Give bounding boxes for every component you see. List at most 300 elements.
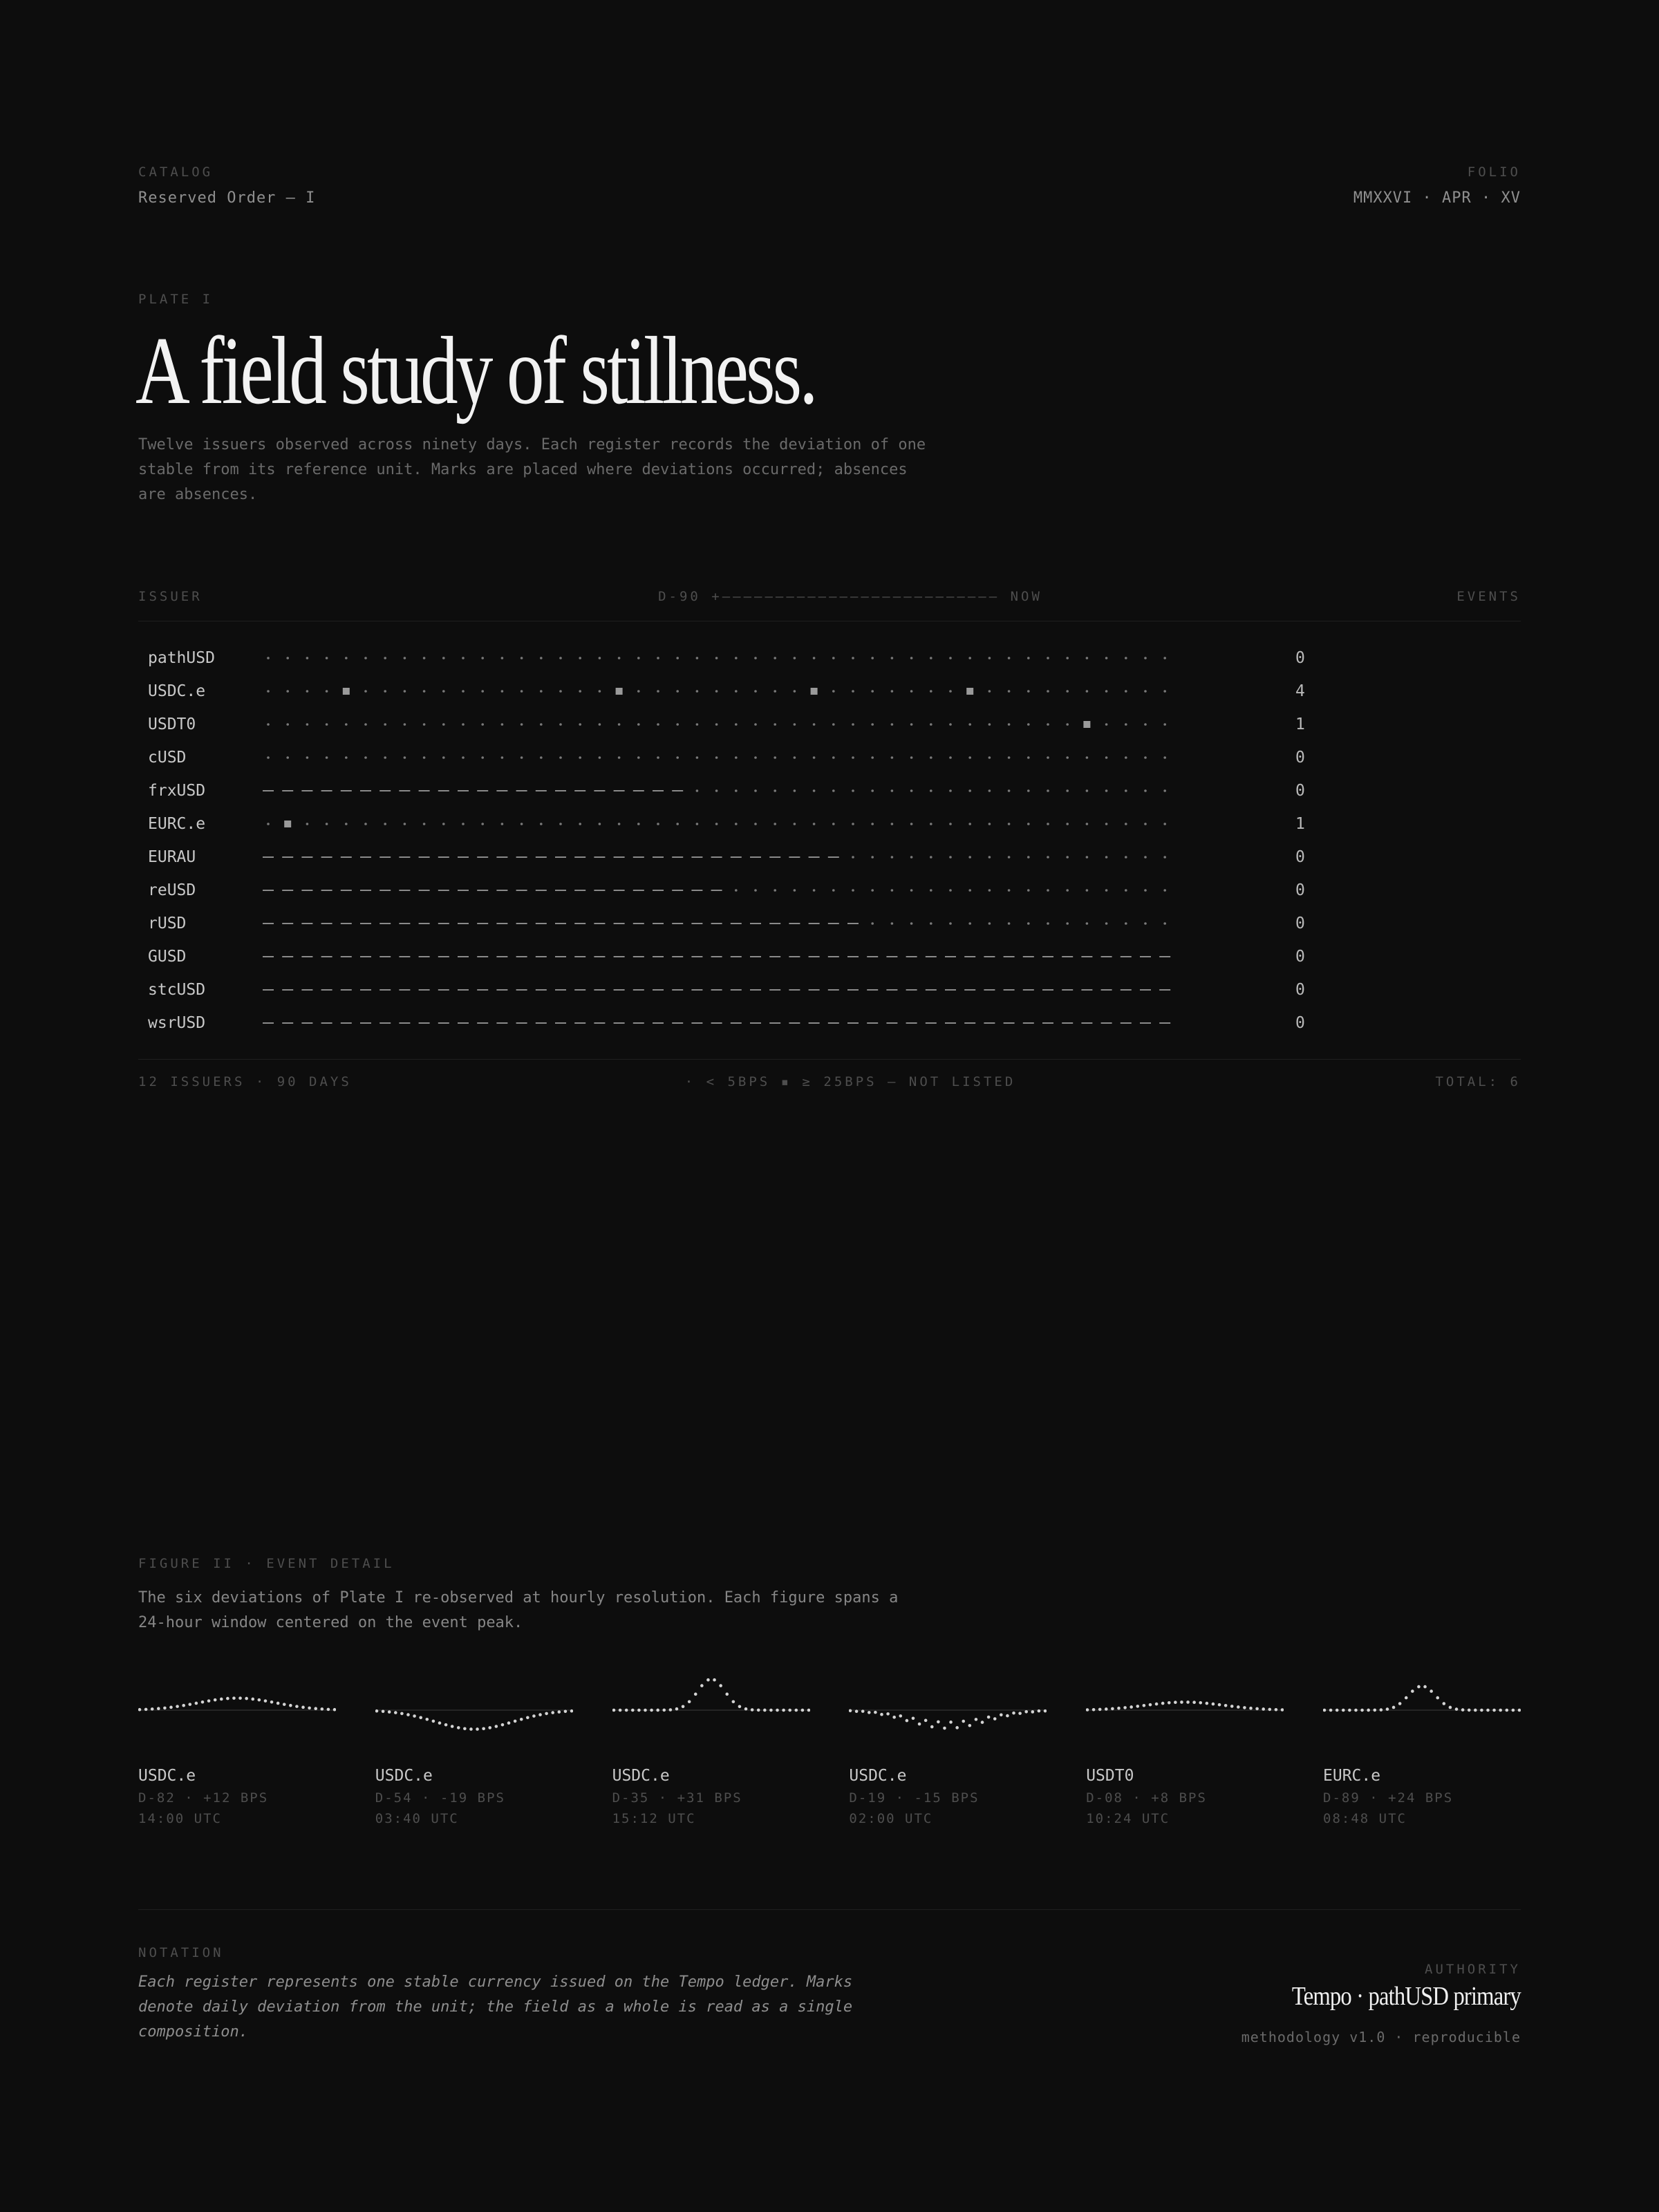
quiet-mark [1163, 856, 1166, 859]
quiet-mark [754, 756, 757, 759]
unlisted-mark [614, 1022, 625, 1024]
hourly-point [1256, 1707, 1259, 1711]
unlisted-mark [282, 989, 293, 991]
unlisted-mark [419, 923, 430, 924]
figure-description: The six deviations of Plate I re-observed at hourly resolution. Each figure spans a 24-hour window centered on the event peak. [138, 1589, 899, 1631]
unlisted-mark [594, 1022, 605, 1024]
unlisted-mark [555, 923, 566, 924]
unlisted-mark [574, 790, 585, 791]
unlisted-mark [809, 1022, 820, 1024]
unlisted-mark [496, 856, 507, 858]
quiet-mark [715, 723, 718, 726]
quiet-mark [988, 823, 991, 825]
event-count: 0 [1295, 948, 1305, 966]
quiet-mark [949, 723, 952, 726]
unlisted-mark [263, 923, 274, 924]
unlisted-mark [458, 856, 469, 858]
quiet-mark [794, 789, 796, 792]
hourly-point [238, 1696, 242, 1700]
quiet-mark [501, 823, 504, 825]
hourly-point [956, 1726, 959, 1730]
hourly-point [1186, 1700, 1190, 1704]
quiet-mark [930, 756, 932, 759]
hourly-point [1443, 1702, 1446, 1705]
quiet-mark [540, 756, 543, 759]
issuer-name: wsrUSD [148, 1014, 206, 1032]
unlisted-mark [653, 923, 664, 924]
unlisted-mark [516, 1022, 527, 1024]
unlisted-mark [1140, 956, 1151, 957]
unlisted-mark [536, 1022, 547, 1024]
quiet-mark [1144, 756, 1147, 759]
quiet-mark [852, 756, 854, 759]
unlisted-mark [633, 856, 644, 858]
unlisted-mark [341, 856, 352, 858]
unlisted-mark [458, 790, 469, 791]
unlisted-mark [263, 856, 274, 858]
hourly-point [444, 1723, 448, 1727]
quiet-mark [949, 889, 952, 892]
register-track [261, 807, 1188, 841]
quiet-mark [1163, 657, 1166, 659]
quiet-mark [735, 889, 738, 892]
unlisted-mark [360, 856, 371, 858]
quiet-mark [1008, 690, 1011, 693]
unlisted-mark [477, 856, 488, 858]
unlisted-mark [438, 923, 449, 924]
unlisted-mark [906, 1022, 917, 1024]
unlisted-mark [341, 923, 352, 924]
hourly-point [738, 1705, 741, 1708]
quiet-mark [813, 823, 816, 825]
hourly-point [406, 1713, 410, 1716]
hourly-point [706, 1678, 710, 1682]
hourly-point [656, 1709, 659, 1712]
quiet-mark [404, 723, 406, 726]
quiet-mark [774, 723, 776, 726]
hourly-point [1518, 1709, 1521, 1712]
hourly-point [1405, 1696, 1408, 1700]
quiet-mark [326, 690, 328, 693]
quiet-mark [1086, 756, 1089, 759]
hourly-point [382, 1709, 385, 1713]
quiet-mark [988, 756, 991, 759]
quiet-mark [423, 756, 426, 759]
hourly-point [962, 1720, 966, 1723]
unlisted-mark [301, 923, 312, 924]
unlisted-mark [321, 790, 332, 791]
deviation-mark [811, 688, 818, 695]
quiet-mark [871, 789, 874, 792]
unlisted-mark [536, 890, 547, 891]
unlisted-mark [496, 1022, 507, 1024]
notation-divider [138, 1909, 1521, 1910]
quiet-mark [462, 823, 465, 825]
unlisted-mark [711, 923, 722, 924]
quiet-mark [637, 823, 640, 825]
authority-label: AUTHORITY [1425, 1962, 1521, 1977]
quiet-mark [774, 823, 776, 825]
quiet-mark [910, 889, 913, 892]
unlisted-mark [847, 923, 859, 924]
authority-name: Tempo · pathUSD primary [1292, 1982, 1521, 2011]
unlisted-mark [653, 890, 664, 891]
unlisted-mark [984, 1022, 995, 1024]
issuer-count: 12 ISSUERS · 90 DAYS [138, 1074, 352, 1089]
quiet-mark [891, 690, 894, 693]
unlisted-mark [847, 956, 859, 957]
unlisted-mark [458, 989, 469, 991]
unlisted-mark [1023, 956, 1034, 957]
event-sparkline [138, 1652, 336, 1756]
quiet-mark [423, 690, 426, 693]
unlisted-mark [653, 1022, 664, 1024]
unlisted-mark [769, 1022, 780, 1024]
event-card [612, 1652, 810, 1832]
hourly-point [1430, 1689, 1433, 1693]
quiet-mark [852, 789, 854, 792]
unlisted-mark [282, 890, 293, 891]
quiet-mark [1144, 856, 1147, 859]
quiet-mark [794, 723, 796, 726]
unlisted-mark [282, 790, 293, 791]
hourly-point [1461, 1708, 1465, 1712]
unlisted-mark [536, 956, 547, 957]
unlisted-mark [555, 856, 566, 858]
unlisted-mark [672, 989, 683, 991]
hourly-point [1342, 1709, 1345, 1712]
register-row [138, 708, 1521, 741]
unlisted-mark [711, 856, 722, 858]
unlisted-mark [438, 890, 449, 891]
hourly-point [782, 1709, 785, 1712]
hourly-point [1262, 1707, 1266, 1711]
issuer-name: frxUSD [148, 782, 206, 800]
quiet-mark [481, 690, 484, 693]
unlisted-mark [379, 890, 391, 891]
hourly-point [163, 1707, 167, 1710]
unlisted-mark [301, 1022, 312, 1024]
unlisted-mark [926, 989, 937, 991]
unlisted-mark [516, 790, 527, 791]
quiet-mark [754, 823, 757, 825]
quiet-mark [364, 657, 367, 659]
unlisted-mark [1081, 1022, 1092, 1024]
quiet-mark [988, 789, 991, 792]
unlisted-mark [1004, 989, 1015, 991]
quiet-mark [715, 690, 718, 693]
quiet-mark [1008, 657, 1011, 659]
unlisted-mark [769, 989, 780, 991]
quiet-mark [735, 823, 738, 825]
quiet-mark [579, 657, 581, 659]
quiet-mark [306, 723, 309, 726]
event-card [1086, 1652, 1284, 1832]
hourly-point [1193, 1700, 1197, 1704]
event-meta: D-82 · +12 BPS [138, 1790, 269, 1806]
unlisted-mark [555, 989, 566, 991]
hourly-point [1168, 1701, 1171, 1705]
hourly-point [157, 1707, 160, 1710]
unlisted-mark [1121, 989, 1132, 991]
hourly-point [1098, 1708, 1102, 1712]
unlisted-mark [828, 1022, 839, 1024]
quiet-mark [754, 723, 757, 726]
unlisted-mark [614, 923, 625, 924]
quiet-mark [657, 756, 659, 759]
hourly-point [1373, 1709, 1376, 1712]
unlisted-mark [1023, 989, 1034, 991]
hourly-point [283, 1703, 286, 1706]
quiet-mark [1125, 723, 1127, 726]
quiet-mark [871, 889, 874, 892]
hourly-point [1092, 1708, 1096, 1712]
unlisted-mark [555, 956, 566, 957]
hourly-point [918, 1723, 921, 1726]
quiet-mark [774, 657, 776, 659]
quiet-mark [871, 657, 874, 659]
unlisted-mark [496, 989, 507, 991]
unlisted-mark [653, 956, 664, 957]
deviation-mark [1083, 721, 1090, 728]
quiet-mark [267, 690, 270, 693]
quiet-mark [326, 723, 328, 726]
hourly-point [681, 1705, 684, 1708]
quiet-mark [345, 723, 348, 726]
hourly-point [1512, 1709, 1515, 1712]
quiet-mark [521, 823, 523, 825]
quiet-mark [404, 690, 406, 693]
unlisted-mark [633, 956, 644, 957]
hourly-point [849, 1709, 852, 1712]
quiet-mark [1125, 889, 1127, 892]
unlisted-mark [477, 1022, 488, 1024]
hourly-point [214, 1698, 217, 1702]
unlisted-mark [867, 956, 878, 957]
quiet-mark [968, 723, 971, 726]
event-time: 08:48 UTC [1323, 1811, 1407, 1826]
unlisted-mark [419, 790, 430, 791]
unlisted-mark [438, 856, 449, 858]
issuer-name: reUSD [148, 881, 196, 899]
hourly-point [563, 1709, 567, 1713]
unlisted-mark [769, 956, 780, 957]
quiet-mark [637, 756, 640, 759]
unlisted-mark [1042, 989, 1053, 991]
unlisted-mark [574, 890, 585, 891]
hourly-point [906, 1719, 909, 1723]
issuer-name: cUSD [148, 749, 187, 767]
quiet-mark [774, 889, 776, 892]
hourly-point [1111, 1707, 1114, 1711]
unlisted-mark [906, 956, 917, 957]
event-count: 1 [1295, 815, 1305, 833]
unlisted-mark [769, 856, 780, 858]
quiet-mark [715, 756, 718, 759]
quiet-mark [968, 889, 971, 892]
event-time: 15:12 UTC [612, 1811, 696, 1826]
catalog-label: CATALOG [138, 165, 214, 180]
hourly-point [750, 1708, 753, 1712]
unlisted-mark [769, 923, 780, 924]
hourly-point [1275, 1708, 1278, 1712]
unlisted-mark [809, 956, 820, 957]
issuer-name: EURC.e [148, 815, 206, 833]
unlisted-mark [321, 956, 332, 957]
unlisted-mark [574, 989, 585, 991]
hourly-point [507, 1721, 511, 1725]
register-row [138, 874, 1521, 907]
unlisted-mark [321, 890, 332, 891]
quiet-mark [988, 690, 991, 693]
hourly-point [1417, 1685, 1421, 1689]
unlisted-mark [263, 890, 274, 891]
quiet-mark [657, 823, 659, 825]
unlisted-mark [1042, 1022, 1053, 1024]
issuer-name: rUSD [148, 915, 187, 932]
unlisted-mark [341, 790, 352, 791]
quiet-mark [521, 723, 523, 726]
quiet-mark [1047, 922, 1049, 925]
register-row [138, 774, 1521, 807]
quiet-mark [968, 856, 971, 859]
quiet-mark [1027, 756, 1030, 759]
unlisted-mark [301, 989, 312, 991]
unlisted-mark [360, 923, 371, 924]
deviation-mark [616, 688, 623, 695]
quiet-mark [1047, 789, 1049, 792]
unlisted-mark [789, 989, 800, 991]
event-issuer: USDT0 [1086, 1767, 1134, 1785]
quiet-mark [988, 657, 991, 659]
hourly-point [713, 1678, 716, 1682]
hourly-point [545, 1712, 548, 1716]
unlisted-mark [458, 923, 469, 924]
hourly-point [1281, 1708, 1284, 1712]
unlisted-mark [633, 923, 644, 924]
register-track [261, 675, 1188, 708]
hourly-point [1117, 1707, 1121, 1710]
unlisted-mark [399, 890, 410, 891]
quiet-mark [423, 823, 426, 825]
quiet-mark [968, 823, 971, 825]
event-sparkline [612, 1652, 810, 1756]
unlisted-mark [574, 923, 585, 924]
quiet-mark [521, 657, 523, 659]
unlisted-mark [360, 989, 371, 991]
unlisted-mark [789, 923, 800, 924]
quiet-mark [384, 756, 386, 759]
unlisted-mark [847, 989, 859, 991]
quiet-mark [1144, 657, 1147, 659]
hourly-point [763, 1709, 767, 1712]
unlisted-mark [1062, 1022, 1073, 1024]
event-count: 0 [1295, 915, 1305, 932]
unlisted-mark [321, 856, 332, 858]
quiet-mark [345, 756, 348, 759]
quiet-mark [754, 789, 757, 792]
unlisted-mark [711, 956, 722, 957]
quiet-mark [676, 690, 679, 693]
hourly-point [861, 1709, 865, 1713]
unlisted-mark [419, 1022, 430, 1024]
quiet-mark [1163, 723, 1166, 726]
hourly-point [188, 1703, 191, 1706]
quiet-mark [442, 823, 445, 825]
events-column-header: EVENTS [1456, 589, 1521, 604]
unlisted-mark [1062, 989, 1073, 991]
hourly-point [1423, 1685, 1427, 1689]
hourly-point [1506, 1709, 1509, 1712]
unlisted-mark [594, 923, 605, 924]
quiet-mark [1066, 856, 1069, 859]
hourly-point [557, 1710, 561, 1714]
quiet-mark [1125, 823, 1127, 825]
quiet-mark [442, 690, 445, 693]
hourly-point [451, 1725, 454, 1728]
hourly-point [1398, 1702, 1402, 1705]
quiet-mark [384, 657, 386, 659]
quiet-mark [1008, 723, 1011, 726]
quiet-mark [696, 823, 699, 825]
hourly-point [526, 1716, 529, 1719]
unlisted-mark [419, 856, 430, 858]
quiet-mark [910, 657, 913, 659]
unlisted-mark [653, 989, 664, 991]
quiet-mark [637, 657, 640, 659]
unlisted-mark [1159, 1022, 1170, 1024]
unlisted-mark [672, 956, 683, 957]
quiet-mark [618, 657, 621, 659]
quiet-mark [832, 789, 835, 792]
hourly-point [438, 1721, 441, 1725]
quiet-mark [501, 723, 504, 726]
deviation-mark [343, 688, 350, 695]
unlisted-mark [496, 923, 507, 924]
quiet-mark [813, 889, 816, 892]
unlisted-mark [438, 1022, 449, 1024]
unlisted-mark [594, 856, 605, 858]
quiet-mark [871, 690, 874, 693]
unlisted-mark [731, 989, 742, 991]
quiet-mark [579, 823, 581, 825]
quiet-mark [1086, 922, 1089, 925]
unlisted-mark [828, 923, 839, 924]
quiet-mark [1047, 657, 1049, 659]
unlisted-mark [399, 856, 410, 858]
quiet-mark [696, 690, 699, 693]
quiet-mark [1086, 690, 1089, 693]
issuer-column-header: ISSUER [138, 589, 203, 604]
event-count: 0 [1295, 649, 1305, 667]
quiet-mark [326, 823, 328, 825]
unlisted-mark [321, 1022, 332, 1024]
quiet-mark [891, 789, 894, 792]
quiet-mark [1027, 856, 1030, 859]
event-time: 03:40 UTC [375, 1811, 459, 1826]
quiet-mark [618, 756, 621, 759]
hourly-point [881, 1713, 884, 1716]
hourly-point [937, 1721, 940, 1724]
unlisted-mark [477, 956, 488, 957]
quiet-mark [949, 756, 952, 759]
unlisted-mark [614, 989, 625, 991]
event-issuer: EURC.e [1323, 1767, 1381, 1785]
quiet-mark [891, 723, 894, 726]
hourly-point [944, 1727, 947, 1730]
deviation-mark [284, 821, 291, 827]
hourly-point [719, 1684, 722, 1687]
